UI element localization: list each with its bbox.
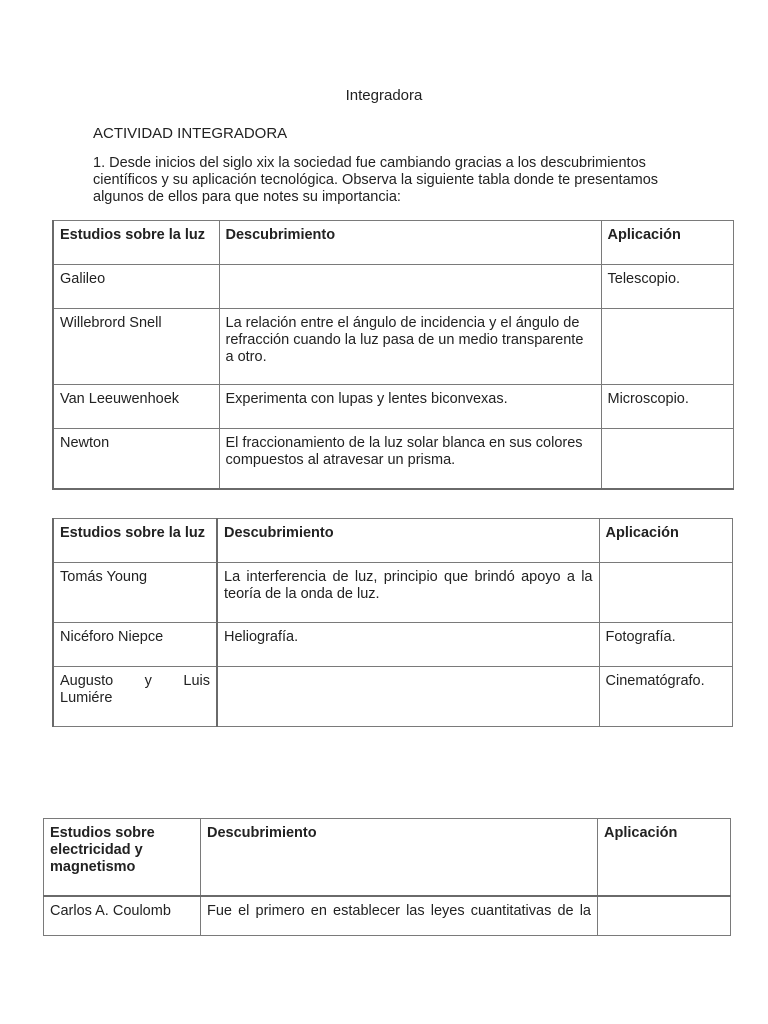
table-header-row bbox=[53, 519, 732, 563]
header-cell: Descubrimiento bbox=[201, 819, 598, 896]
activity-heading: ACTIVIDAD INTEGRADORA bbox=[93, 125, 288, 142]
page-title: Integradora bbox=[345, 87, 423, 104]
header-cell: Estudios sobre la luz bbox=[53, 519, 217, 563]
table-cell: Cinematógrafo. bbox=[599, 667, 732, 727]
table-cell: Experimenta con lupas y lentes biconvexas. bbox=[219, 385, 601, 429]
table-cell: Fue el primero en establecer las leyes cuantitativas de la bbox=[201, 896, 598, 936]
table-cell: El fraccionamiento de la luz solar blanca en sus colores compuestos al atravesar un prisma. bbox=[219, 429, 601, 489]
table-cell bbox=[599, 563, 732, 623]
table-cell bbox=[601, 309, 733, 385]
table-row bbox=[53, 563, 732, 623]
table-cell: Heliografía. bbox=[217, 623, 599, 667]
header-cell: Descubrimiento bbox=[219, 221, 601, 265]
header-cell: Aplicación bbox=[598, 819, 731, 896]
header-cell: Estudios sobre electricidad y magnetismo bbox=[44, 819, 201, 896]
light-studies-table-1 bbox=[52, 220, 734, 490]
table-row bbox=[53, 667, 732, 727]
table-row bbox=[53, 309, 733, 385]
table-cell: Galileo bbox=[53, 265, 219, 309]
header-cell: Aplicación bbox=[601, 221, 733, 265]
table-row bbox=[53, 623, 732, 667]
table-cell: Van Leeuwenhoek bbox=[53, 385, 219, 429]
table-cell bbox=[601, 429, 733, 489]
table-cell: Willebrord Snell bbox=[53, 309, 219, 385]
table-cell bbox=[217, 667, 599, 727]
light-studies-table-2 bbox=[52, 518, 733, 727]
table-cell: Telescopio. bbox=[601, 265, 733, 309]
table-cell: Augusto y Luis Lumiére bbox=[53, 667, 217, 727]
table-cell: Newton bbox=[53, 429, 219, 489]
electricity-magnetism-table bbox=[43, 818, 731, 936]
header-cell: Descubrimiento bbox=[217, 519, 599, 563]
table-cell: Fotografía. bbox=[599, 623, 732, 667]
header-cell: Aplicación bbox=[599, 519, 732, 563]
table-row bbox=[53, 265, 733, 309]
table-header-row bbox=[53, 221, 733, 265]
table-row bbox=[53, 385, 733, 429]
header-cell: Estudios sobre la luz bbox=[53, 221, 219, 265]
table-cell: La interferencia de luz, principio que brindó apoyo a la teoría de la onda de luz. bbox=[217, 563, 599, 623]
table-header-row bbox=[44, 819, 731, 896]
table-cell: Carlos A. Coulomb bbox=[44, 896, 201, 936]
table-row bbox=[53, 429, 733, 489]
table-cell: La relación entre el ángulo de incidencia y el ángulo de refracción cuando la luz pasa de un medio transparente a otro. bbox=[219, 309, 601, 385]
table-cell: Microscopio. bbox=[601, 385, 733, 429]
table-cell bbox=[598, 896, 731, 936]
table-row bbox=[44, 896, 731, 936]
table-cell: Tomás Young bbox=[53, 563, 217, 623]
table-cell bbox=[219, 265, 601, 309]
table-cell: Nicéforo Niepce bbox=[53, 623, 217, 667]
intro-paragraph: 1. Desde inicios del siglo xix la sociedad fue cambiando gracias a los descubrimientos científicos y su aplicación tecnológica. Observa la siguiente tabla donde te presentamos algunos de ellos para que notes su importancia: bbox=[93, 155, 659, 205]
